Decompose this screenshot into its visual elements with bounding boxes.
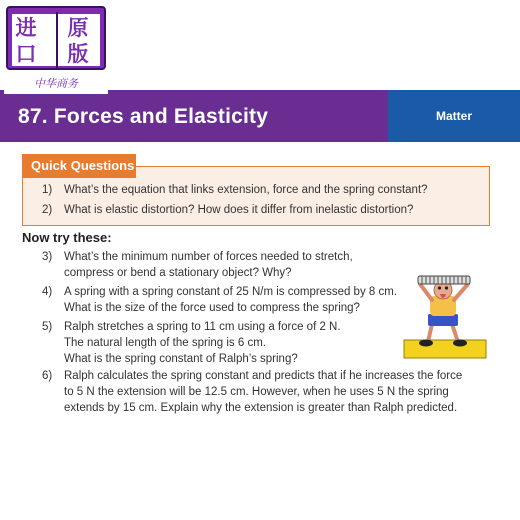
topic-label: Matter <box>435 109 472 123</box>
weightlifter-with-spring-illustration <box>402 272 488 362</box>
quick-questions-heading: Quick Questions <box>22 154 136 178</box>
question-text: What’s the equation that links extension, force and the spring constant? <box>64 184 428 196</box>
topic-box <box>388 90 520 142</box>
badge-glyph: 版 <box>67 41 89 66</box>
question-text: What is elastic distortion? How does it differ from inelastic distortion? <box>64 204 414 216</box>
question-line: compress or bend a stationary object? Why? <box>64 267 292 279</box>
question-line: Ralph stretches a spring to 11 cm using a force of 2 N. <box>64 321 341 333</box>
question-line: What is the spring constant of Ralph’s spring? <box>64 353 298 365</box>
badge-glyph: 进 <box>15 15 37 40</box>
question-line: to 5 N the extension will be 12.5 cm. However, when he uses 5 N the spring <box>64 386 449 398</box>
question-number: 1) <box>42 184 53 196</box>
question-line: extends by 15 cm. Explain why the extension is greater than Ralph predicted. <box>64 402 458 414</box>
title-bar <box>0 90 520 142</box>
question-line: What is the size of the force used to compress the spring? <box>64 302 360 314</box>
badge-glyph: 口 <box>15 41 37 66</box>
base-block <box>404 340 486 358</box>
question-number: 5) <box>42 321 53 333</box>
question-number: 3) <box>42 251 53 263</box>
question-line: What’s the minimum number of forces needed to stretch, <box>64 251 353 263</box>
question-number: 6) <box>42 370 53 382</box>
page-title: 87. Forces and Elasticity <box>18 105 269 128</box>
publisher-name: 中华商务 <box>34 77 78 90</box>
question-line: A spring with a spring constant of 25 N/m is compressed by 8 cm. <box>64 286 398 298</box>
question-number: 2) <box>42 204 53 216</box>
publisher-badge <box>4 4 108 94</box>
question-line: The natural length of the spring is 6 cm. <box>64 337 266 349</box>
now-try-heading: Now try these: <box>22 230 112 245</box>
badge-glyph: 原 <box>67 15 89 40</box>
question-line: Ralph calculates the spring constant and predicts that if he increases the force <box>64 370 463 382</box>
book-logo-icon <box>6 6 106 70</box>
question-number: 4) <box>42 286 53 298</box>
